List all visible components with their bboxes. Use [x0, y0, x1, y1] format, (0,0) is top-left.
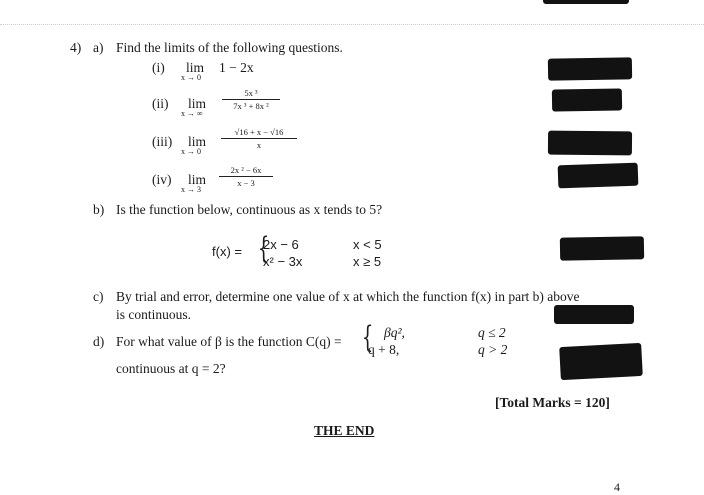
item-iv-lim: lim — [188, 172, 207, 187]
part-d-prompt: For what value of β is the function C(q) = — [116, 334, 342, 349]
top-dotted-rule — [0, 24, 704, 25]
item-ii-numerator: 5x ³ — [244, 88, 258, 98]
redacted-mark-b — [560, 236, 644, 260]
page-number: 4 — [614, 480, 620, 494]
item-ii-label: (ii) — [152, 96, 169, 111]
item-iii-denominator: x — [256, 140, 262, 150]
redacted-mark-a-iv — [558, 163, 639, 189]
item-iii-label: (iii) — [152, 134, 173, 149]
part-d-label: d) — [93, 334, 105, 349]
part-b-case2-expr: x² − 3x — [263, 254, 303, 269]
item-iii-lim: lim — [188, 134, 207, 149]
item-iv-label: (iv) — [152, 172, 172, 187]
item-iii-numerator: √16 + x − √16 — [234, 127, 284, 137]
item-ii-fraction — [222, 88, 280, 111]
redacted-mark-a-ii — [552, 88, 622, 111]
item-iv-fraction-bar — [219, 176, 273, 177]
item-iii-fraction-bar — [221, 138, 297, 139]
the-end: THE END — [314, 423, 375, 438]
redacted-mark-d — [559, 343, 643, 380]
part-b-case2-cond: x ≥ 5 — [353, 254, 382, 269]
part-d-case2-expr: q + 8, — [368, 342, 400, 357]
part-a-prompt: Find the limits of the following questions. — [116, 40, 343, 55]
item-i-lim: lim — [186, 60, 205, 75]
item-iii-fraction — [221, 127, 297, 150]
part-b-left-brace: { — [257, 231, 270, 266]
part-b-case1-expr: 2x − 6 — [263, 237, 299, 252]
item-iv-sub: x → 3 — [181, 185, 201, 194]
redacted-mark-c — [554, 305, 634, 324]
part-d-case1-cond: q ≤ 2 — [478, 325, 506, 340]
item-ii-fraction-bar — [222, 99, 280, 100]
part-d-line2: continuous at q = 2? — [116, 361, 226, 376]
item-ii-lim: lim — [188, 96, 207, 111]
redacted-mark-top — [543, 0, 629, 4]
part-b-func-name: f(x) = — [212, 244, 242, 259]
item-i-sub: x → 0 — [181, 73, 201, 82]
item-ii-sub: x → ∞ — [181, 109, 203, 118]
question-number: 4) — [70, 40, 82, 55]
part-c-line2: is continuous. — [116, 307, 192, 322]
item-ii-denominator: 7x ³ + 8x ² — [233, 101, 269, 111]
part-b-case1-cond: x < 5 — [353, 237, 382, 252]
redacted-mark-a-i — [548, 57, 632, 80]
part-d-left-brace: { — [361, 320, 374, 355]
redacted-mark-a-iii — [548, 131, 632, 156]
item-iii-sub: x → 0 — [181, 147, 201, 156]
item-i-label: (i) — [152, 60, 165, 75]
part-d-case1-expr: βq², — [384, 325, 405, 340]
item-iv-fraction — [219, 165, 273, 188]
part-a-label: a) — [93, 40, 104, 55]
item-iv-denominator: x − 3 — [237, 178, 255, 188]
total-marks: [Total Marks = 120] — [495, 395, 610, 410]
item-i-expr: 1 − 2x — [219, 60, 254, 75]
part-c-label: c) — [93, 289, 104, 304]
part-b-label: b) — [93, 202, 105, 217]
part-b-prompt: Is the function below, continuous as x tends to 5? — [116, 202, 383, 217]
part-d-case2-cond: q > 2 — [478, 342, 508, 357]
item-iv-numerator: 2x ² − 6x — [230, 165, 262, 175]
part-c-line1: By trial and error, determine one value of x at which the function f(x) in part b) above — [116, 289, 580, 304]
